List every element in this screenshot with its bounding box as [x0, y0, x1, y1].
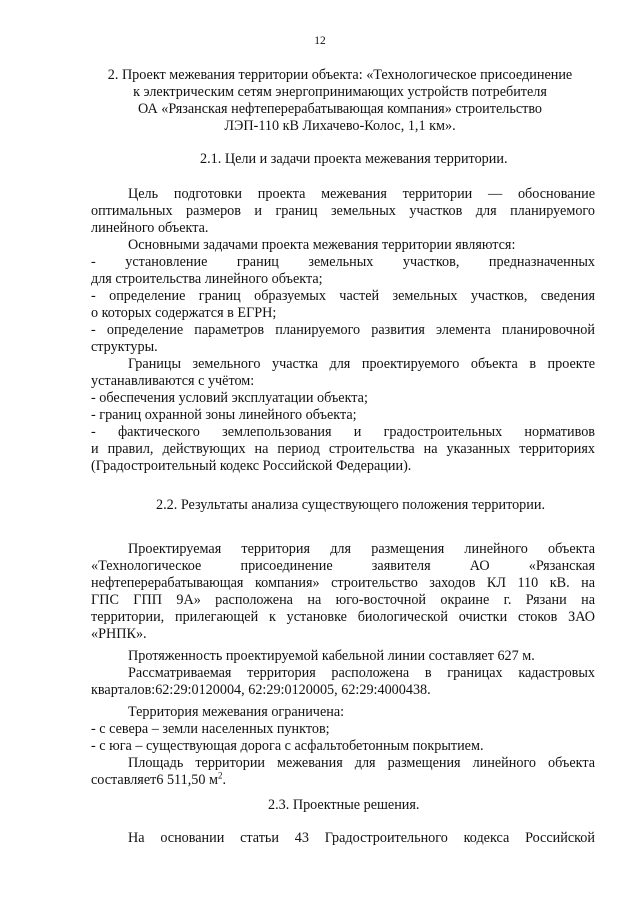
section-2-3-heading: 2.3. Проектные решения. — [268, 797, 420, 813]
section-2-2-line-10: Территория межевания ограничена: — [128, 704, 345, 720]
area-period: . — [222, 772, 227, 788]
section-2-2-line-11: - с севера – земли населенных пунктов; — [91, 721, 330, 737]
section-2-1-line-10: структуры. — [91, 339, 158, 355]
section-2-2-line-1: Проектируемая территория для размещения линейного объекта — [128, 541, 595, 557]
section-2-1-line-4: Основными задачами проекта межевания территории являются: — [128, 237, 516, 253]
section-2-1-line-13: - обеспечения условий эксплуатации объекта; — [91, 390, 368, 406]
section-2-1-heading: 2.1. Цели и задачи проекта межевания территории. — [200, 151, 508, 167]
section-2-1-line-6: для строительства линейного объекта; — [91, 271, 323, 287]
section-2-1-line-14: - границ охранной зоны линейного объекта; — [91, 407, 357, 423]
main-heading-line-3: ОА «Рязанская нефтеперерабатывающая компания» строительство — [137, 101, 543, 117]
section-2-2-line-2: «Технологическое присоединение заявителя АО «Рязанская — [91, 558, 595, 574]
section-2-1-line-2: оптимальных размеров и границ земельных участков для планируемого — [91, 203, 595, 219]
section-2-1-line-7: - определение границ образуемых частей земельных участков, сведения — [91, 288, 595, 304]
section-2-2-line-6: «РНПК». — [91, 626, 147, 642]
section-2-2-line-12: - с юга – существующая дорога с асфальтобетонным покрытием. — [91, 738, 484, 754]
section-2-3-line-1: На основании статьи 43 Градостроительного кодекса Российской — [128, 830, 595, 846]
area-value-text: составляет6 511,50 м — [91, 772, 218, 788]
main-heading-line-4: ЛЭП-110 кВ Лихачево-Колос, 1,1 км». — [224, 118, 456, 134]
main-heading-line-2: к электрическим сетям энергопринимающих устройств потребителя — [133, 84, 547, 100]
section-2-2-line-8: Рассматриваемая территория расположена в границах кадастровых — [128, 665, 595, 681]
section-2-2-line-3: нефтеперерабатывающая компания» строительство заходов КЛ 110 кВ. на — [91, 575, 595, 591]
section-2-2-line-7: Протяженность проектируемой кабельной линии составляет 627 м. — [128, 648, 535, 664]
section-2-1-line-5: - установление границ земельных участков, предназначенных — [91, 254, 595, 270]
section-2-1-line-9: - определение параметров планируемого развития элемента планировочной — [91, 322, 595, 338]
section-2-1-line-16: и правил, действующих на период строительства на указанных территориях — [91, 441, 595, 457]
section-2-2-line-4: ГПС ГПП 9А» расположена на юго-восточной окраине г. Рязани на — [91, 592, 595, 608]
main-heading-line-1: 2. Проект межевания территории объекта: «Технологическое присоединение — [107, 67, 573, 83]
area-unit-superscript: 2 — [217, 770, 223, 781]
section-2-1-line-8: о которых содержатся в ЕГРН; — [91, 305, 277, 321]
section-2-1-line-1: Цель подготовки проекта межевания территории — обоснование — [128, 186, 595, 202]
section-2-2-heading: 2.2. Результаты анализа существующего положения территории. — [156, 497, 546, 513]
section-2-2-line-5: территории, прилегающей к установке биологической очистки стоков ЗАО — [91, 609, 595, 625]
section-2-2-line-14 — [91, 772, 595, 789]
section-2-1-line-15: - фактического землепользования и градостроительных нормативов — [91, 424, 595, 440]
section-2-1-line-11: Границы земельного участка для проектируемого объекта в проекте — [128, 356, 595, 372]
section-2-1-line-12: устанавливаются с учётом: — [91, 373, 255, 389]
section-2-1-line-17: (Градостроительный кодекс Российской Федерации). — [91, 458, 412, 474]
section-2-2-line-9: кварталов:62:29:0120004, 62:29:0120005, 62:29:4000438. — [91, 682, 431, 698]
page-number: 12 — [314, 35, 326, 47]
section-2-2-line-13: Площадь территории межевания для размещения линейного объекта — [128, 755, 595, 771]
section-2-1-line-3: линейного объекта. — [91, 220, 209, 236]
